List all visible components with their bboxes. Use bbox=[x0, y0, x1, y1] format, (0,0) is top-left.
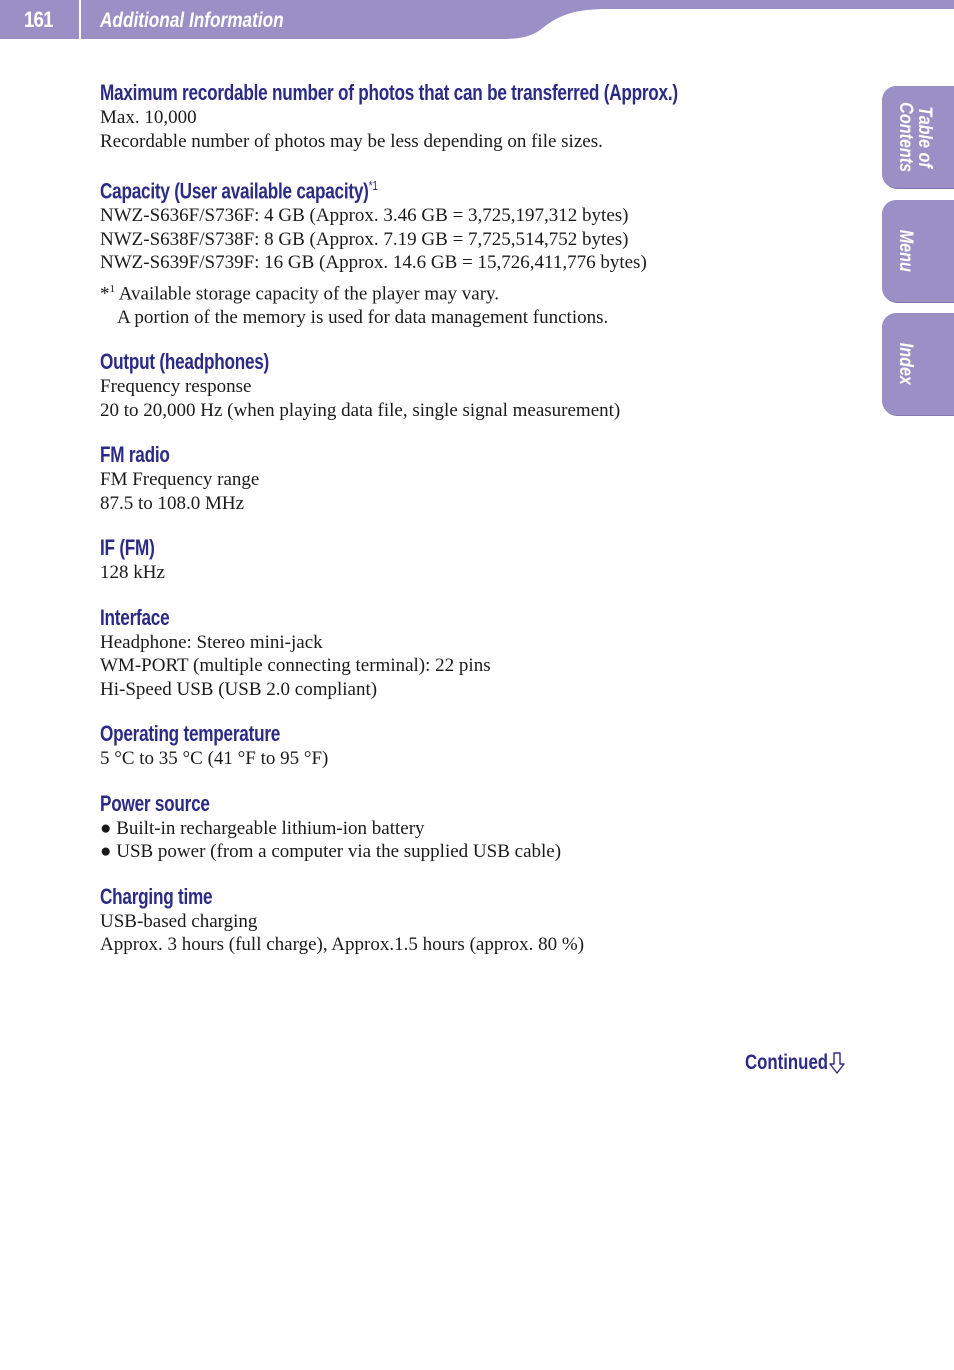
spec-line: Headphone: Stereo mini-jack bbox=[100, 631, 323, 653]
spec-line: USB-based charging bbox=[100, 910, 258, 932]
section-operating-temperature bbox=[100, 720, 860, 771]
spec-line: Frequency response bbox=[100, 376, 252, 398]
section-heading: Output (headphones) bbox=[100, 349, 270, 375]
section-capacity bbox=[100, 172, 860, 329]
section-fm-radio bbox=[100, 441, 860, 515]
footnote bbox=[100, 278, 860, 306]
section-power-source bbox=[100, 790, 860, 864]
section-heading bbox=[100, 172, 693, 204]
list-item: ● USB power (from a computer via the supplied USB cable) bbox=[100, 841, 562, 863]
header-bar bbox=[0, 0, 954, 40]
continued-label: Continued bbox=[745, 1051, 829, 1074]
spec-line: Recordable number of photos may be less depending on file sizes. bbox=[100, 130, 603, 152]
section-heading: Operating temperature bbox=[100, 721, 281, 747]
section-output bbox=[100, 348, 860, 422]
section-heading: Power source bbox=[100, 790, 210, 816]
section-heading: IF (FM) bbox=[100, 535, 155, 561]
footnote-mark: *1 bbox=[368, 178, 378, 193]
footnote-star: * bbox=[100, 283, 110, 305]
section-if-fm bbox=[100, 534, 860, 585]
spec-line: 20 to 20,000 Hz (when playing data file, single signal measurement) bbox=[100, 399, 621, 421]
tab-table-of-contents[interactable] bbox=[882, 86, 954, 188]
section-heading: Interface bbox=[100, 604, 170, 630]
tab-index-label: Index bbox=[895, 342, 916, 386]
section-interface bbox=[100, 604, 860, 702]
section-heading-text: Capacity (User available capacity) bbox=[100, 178, 369, 204]
section-heading: Charging time bbox=[100, 883, 213, 909]
footnote-text-continued: A portion of the memory is used for data management functions. bbox=[117, 306, 609, 328]
spec-line: WM-PORT (multiple connecting terminal): 22 pins bbox=[100, 655, 491, 677]
tab-table-of-contents-label: Table of Contents bbox=[895, 102, 935, 172]
spec-line: NWZ-S636F/S736F: 4 GB (Approx. 3.46 GB = 3,725,197,312 bytes) bbox=[100, 205, 629, 227]
spec-line: FM Frequency range bbox=[100, 469, 260, 491]
list-item: ● Built-in rechargeable lithium-ion battery bbox=[100, 817, 425, 839]
spec-line: NWZ-S638F/S738F: 8 GB (Approx. 7.19 GB = 7,725,514,752 bytes) bbox=[100, 228, 629, 250]
section-heading: FM radio bbox=[100, 442, 170, 468]
spec-line: Hi-Speed USB (USB 2.0 compliant) bbox=[100, 678, 378, 700]
spec-content bbox=[100, 79, 860, 976]
footnote-text: Available storage capacity of the player may vary. bbox=[115, 283, 500, 305]
spec-line: 128 kHz bbox=[100, 562, 165, 584]
spec-line: 5 °C to 35 °C (41 °F to 95 °F) bbox=[100, 748, 329, 770]
footnote-number: 1 bbox=[109, 282, 115, 295]
page-number: 161 bbox=[24, 7, 53, 32]
section-charging-time bbox=[100, 883, 860, 957]
spec-line: 87.5 to 108.0 MHz bbox=[100, 492, 245, 514]
tab-menu[interactable] bbox=[882, 200, 954, 302]
down-arrow-icon bbox=[829, 1052, 845, 1074]
section-heading: Maximum recordable number of photos that can be transferred (Approx.) bbox=[100, 80, 678, 105]
spec-line: Approx. 3 hours (full charge), Approx.1.5 hours (approx. 80 %) bbox=[100, 934, 585, 956]
spec-line: NWZ-S639F/S739F: 16 GB (Approx. 14.6 GB = 15,726,411,776 bytes) bbox=[100, 252, 647, 274]
section-title: Additional Information bbox=[100, 9, 284, 32]
tab-menu-label: Menu bbox=[895, 229, 916, 273]
continued-link[interactable] bbox=[745, 1051, 845, 1075]
spec-line: Max. 10,000 bbox=[100, 107, 197, 128]
section-photos bbox=[100, 79, 860, 153]
tab-index[interactable] bbox=[882, 313, 954, 415]
